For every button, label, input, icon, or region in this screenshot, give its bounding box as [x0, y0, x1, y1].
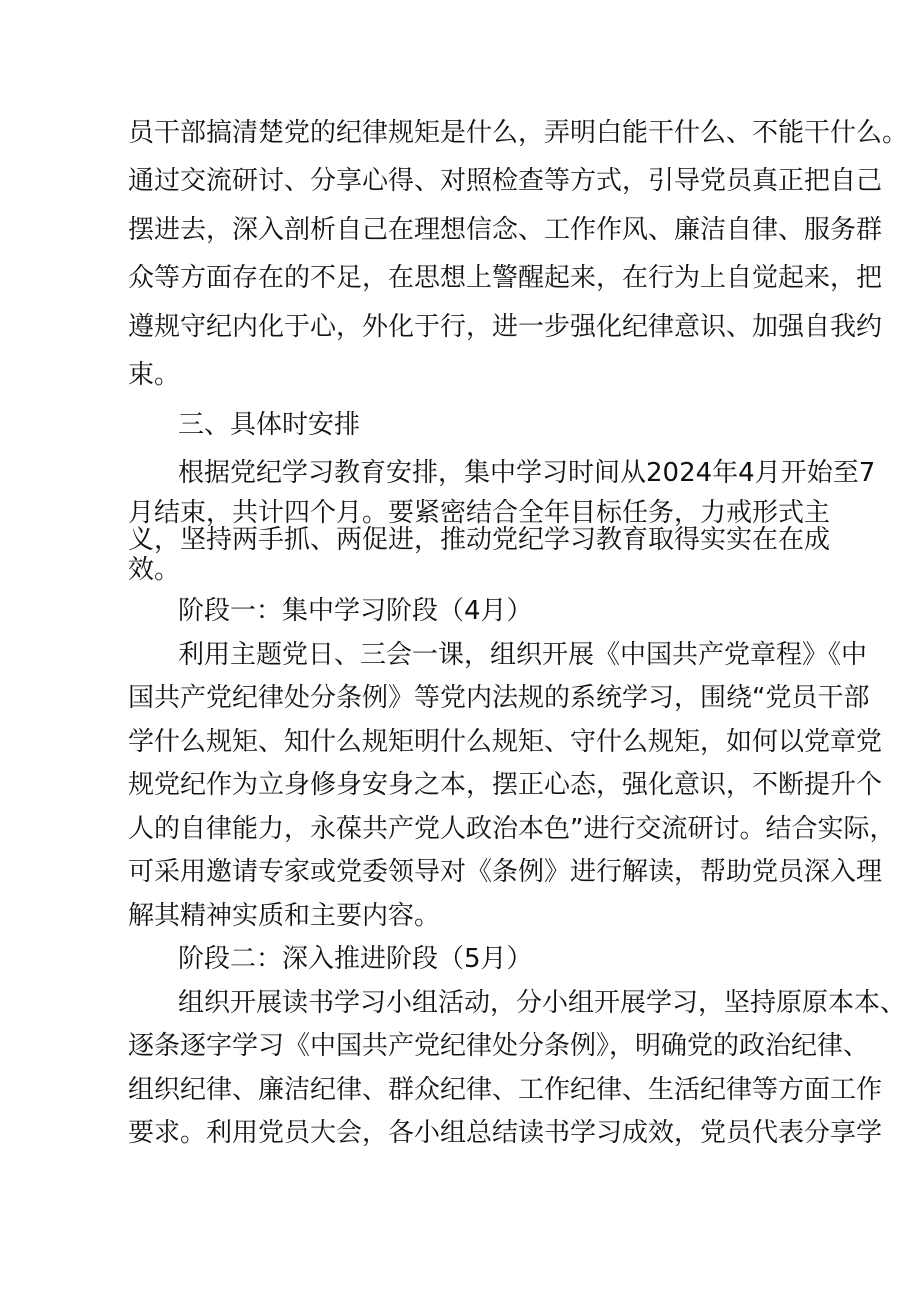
text-line: 学什么规矩、知什么规矩明什么规矩、守什么规矩，如何以党章党 — [128, 727, 883, 757]
section-heading: 三、具体时安排 — [178, 410, 361, 440]
text-line: 组织纪律、廉洁纪律、群众纪律、工作纪律、生活纪律等方面工作 — [128, 1075, 883, 1105]
text-line: 逐条逐字学习《中国共产党纪律处分条例》，明确党的政治纪律、 — [128, 1031, 870, 1061]
text-line: 要求。利用党员大会，各小组总结读书学习成效，党员代表分享学 — [128, 1118, 883, 1148]
text-line: 通过交流研讨、分享心得、对照检查等方式，引导党员真正把自己 — [128, 166, 883, 196]
text-line: 义，坚持两手抓、两促进，推动党纪学习教育取得实实在在成 — [128, 525, 831, 555]
stage-heading: 阶段一：集中学习阶段（4月） — [178, 596, 533, 626]
text-line: 众等方面存在的不足，在思想上警醒起来，在行为上自觉起来，把 — [128, 263, 883, 293]
text-line: 束。 — [128, 360, 181, 390]
text-line: 员干部搞清楚党的纪律规矩是什么，弄明白能干什么、不能干什么。 — [128, 118, 909, 148]
text-line: 月结束，共计四个月。要紧密结合全年目标任务，力戒形式主 — [128, 498, 831, 528]
text-line: 遵规守纪内化于心，外化于行，进一步强化纪律意识、加强自我约 — [128, 312, 883, 342]
text-line: 国共产党纪律处分条例》等党内法规的系统学习，围绕“党员干部 — [128, 683, 870, 713]
text-line: 人的自律能力，永葆共产党人政治本色”进行交流研讨。结合实际， — [128, 814, 896, 844]
text-line: 效。 — [128, 555, 181, 585]
text-line: 根据党纪学习教育安排，集中学习时间从2024年4月开始至7 — [178, 458, 876, 488]
text-line: 摆进去，深入剖析自己在理想信念、工作作风、廉洁自律、服务群 — [128, 215, 883, 245]
stage-heading: 阶段二：深入推进阶段（5月） — [178, 944, 533, 974]
text-line: 利用主题党日、三会一课，组织开展《中国共产党章程》《中 — [178, 640, 868, 670]
text-line: 可采用邀请专家或党委领导对《条例》进行解读，帮助党员深入理 — [128, 857, 883, 887]
text-line: 规党纪作为立身修身安身之本，摆正心态，强化意识，不断提升个 — [128, 770, 883, 800]
text-line: 解其精神实质和主要内容。 — [128, 901, 441, 931]
text-line: 组织开展读书学习小组活动，分小组开展学习，坚持原原本本、 — [178, 988, 907, 1018]
